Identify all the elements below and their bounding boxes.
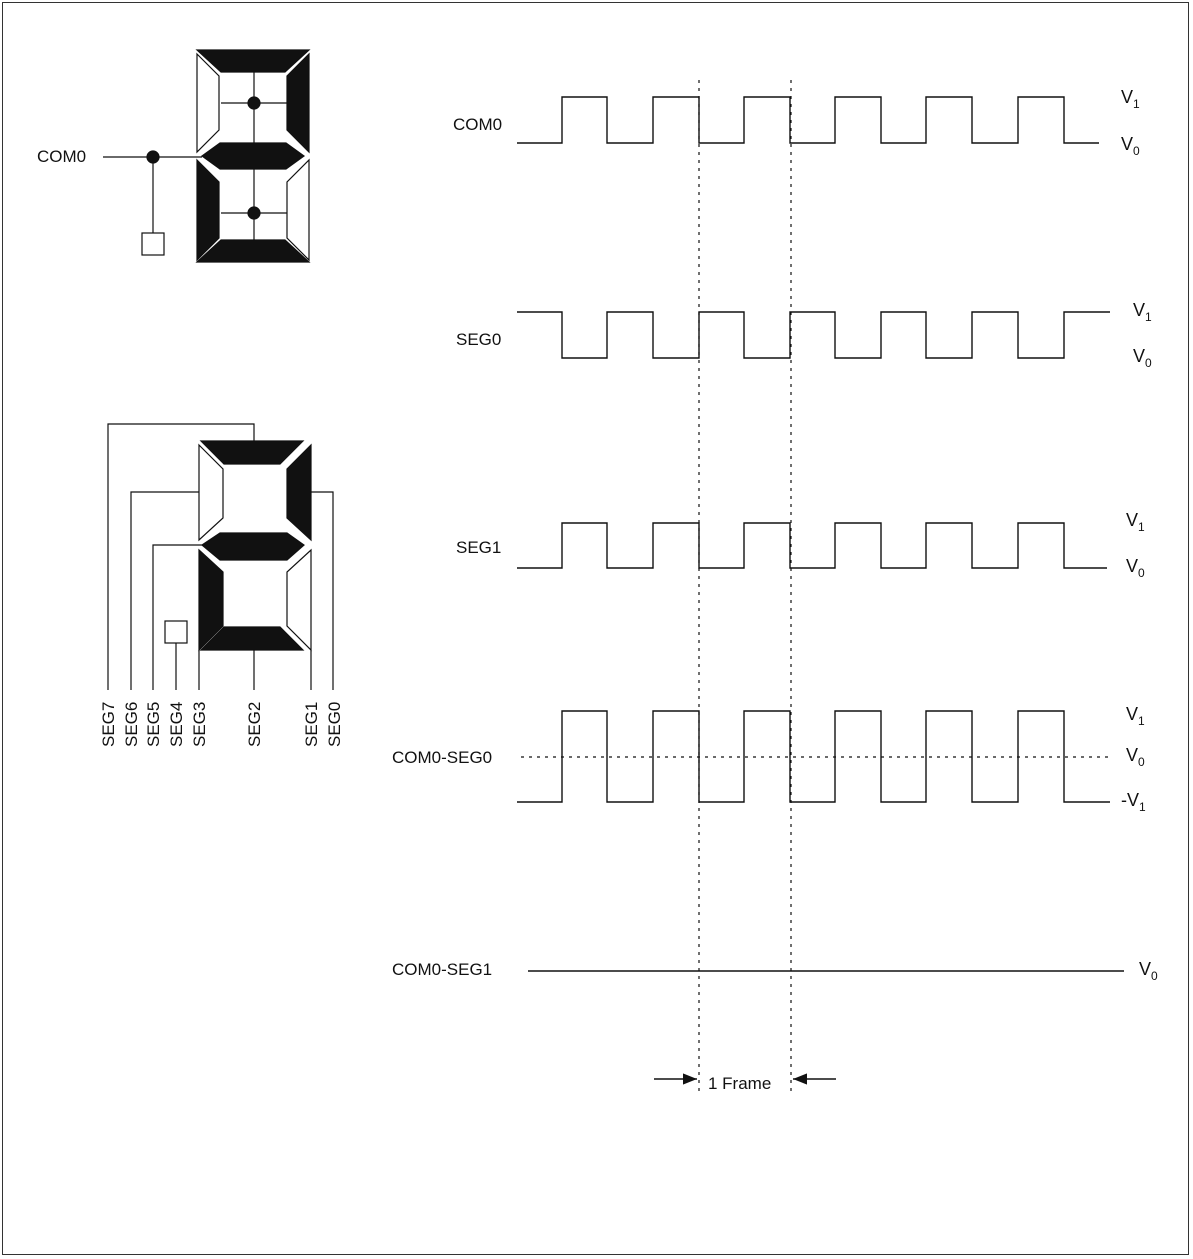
com0-waveform	[517, 97, 1099, 143]
seg1-waveform	[517, 523, 1107, 568]
segment-b	[287, 54, 309, 152]
level-label: $V_0$	[1121, 134, 1140, 158]
pin-label: SEG6	[122, 701, 141, 747]
com0-seg0-waveform	[517, 711, 1110, 802]
segment-g	[202, 143, 304, 169]
seg0-label: SEG0	[456, 330, 502, 349]
level-label: $V_0$	[1126, 556, 1145, 580]
segment-a	[201, 441, 303, 464]
com0-seg0-label: COM0-SEG0	[392, 748, 493, 767]
com0-label: COM0	[453, 115, 503, 134]
node-dot	[248, 207, 260, 219]
pin-label: SEG7	[99, 701, 118, 747]
digit-top	[103, 50, 309, 262]
pin-label: SEG1	[302, 701, 321, 747]
level-labels	[1121, 87, 1158, 983]
pin-label: SEG3	[190, 701, 209, 747]
segment-c	[287, 550, 311, 650]
seg0-waveform	[517, 312, 1110, 358]
seg1-label: SEG1	[456, 538, 502, 557]
pin-label: SEG4	[167, 701, 186, 747]
level-label: $V_1$	[1133, 300, 1152, 324]
pin-label: SEG2	[245, 701, 264, 747]
com0-seg1-label: COM0-SEG1	[392, 960, 493, 979]
digit-bottom	[108, 424, 333, 690]
level-label: $V_0$	[1139, 959, 1158, 983]
segment-f	[197, 54, 219, 152]
segment-b	[287, 445, 311, 540]
frame-label: 1 Frame	[708, 1074, 772, 1093]
node-dot	[248, 97, 260, 109]
waveforms	[517, 80, 1124, 1092]
segment-g	[202, 533, 304, 560]
seg6-wire	[131, 492, 199, 690]
com0-pin-label: COM0	[37, 147, 87, 166]
decimal-point	[165, 621, 187, 643]
seg5-wire	[153, 545, 202, 690]
segment-a	[197, 50, 309, 72]
level-label: $V_0$	[1133, 346, 1152, 370]
level-label: $V_1$	[1121, 87, 1140, 111]
seg0-wire	[311, 492, 333, 690]
decimal-point	[142, 233, 164, 255]
level-label: $V_1$	[1126, 704, 1145, 728]
pin-label: SEG5	[144, 701, 163, 747]
pin-label: SEG0	[325, 701, 344, 747]
level-label: $V_0$	[1126, 745, 1145, 769]
seg-pin-labels	[99, 702, 344, 747]
level-label: $V_1$	[1126, 510, 1145, 534]
level-label: $-V_1$	[1121, 790, 1146, 814]
